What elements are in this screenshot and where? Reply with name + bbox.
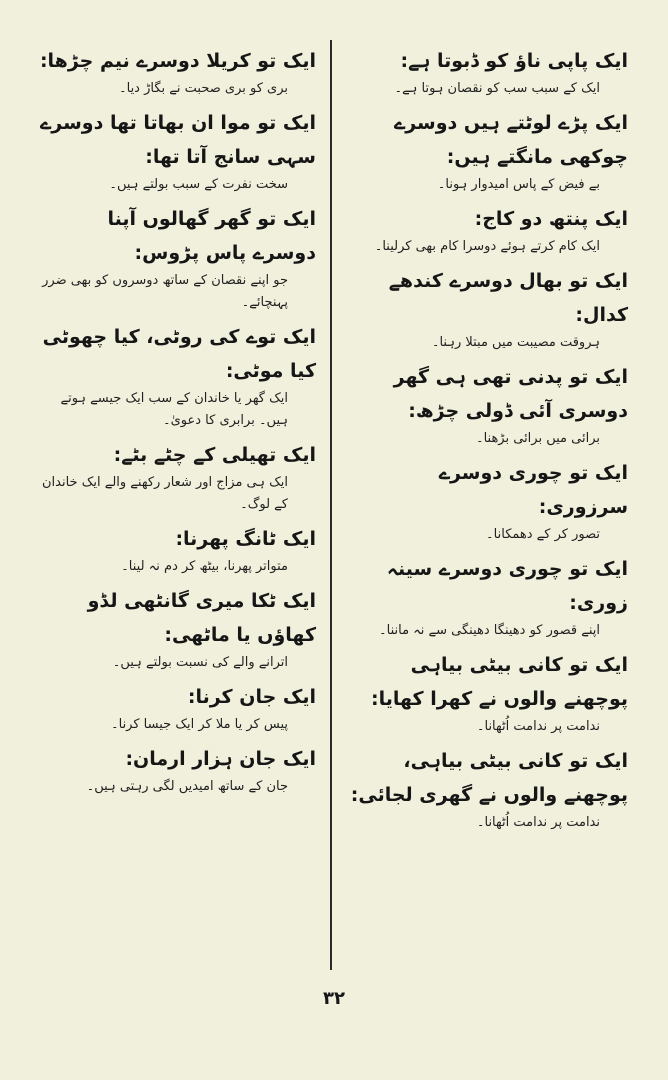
idiom-heading: ایک پاپی ناؤ کو ڈبوتا ہے: bbox=[400, 50, 628, 72]
left-column bbox=[38, 44, 316, 804]
idiom-meaning: جان کے ساتھ امیدیں لگی رہتی ہیں۔ bbox=[86, 779, 288, 794]
idiom-meaning: ہروقت مصیبت میں مبتلا رہنا۔ bbox=[431, 335, 600, 350]
idiom-heading: ایک تو بھال دوسرے کندھے کدال: bbox=[388, 270, 628, 326]
idiom-heading: ایک تو کانی بیٹی بیاہی پوچھنے والوں نے کھرا کھایا: bbox=[370, 654, 628, 710]
idiom-heading: ایک تو چوری دوسرے سینہ زوری: bbox=[386, 558, 628, 614]
entry bbox=[346, 106, 628, 196]
idiom-heading: ایک تو کریلا دوسرے نیم چڑھا: bbox=[39, 50, 316, 72]
idiom-heading: ایک پنتھ دو کاج: bbox=[474, 208, 628, 230]
idiom-meaning: ندامت پر ندامت اُٹھانا۔ bbox=[476, 815, 600, 830]
idiom-heading: ایک توے کی روٹی، کیا چھوٹی کیا موٹی: bbox=[42, 326, 316, 382]
entry bbox=[38, 584, 316, 674]
idiom-heading: ایک تو پدنی تھی ہی گھر دوسری آئی ڈولی چڑھ: bbox=[393, 366, 628, 422]
entry bbox=[38, 320, 316, 432]
idiom-heading: ایک تو موا ان بھاتا تھا دوسرے سہی سانج آتا تھا: bbox=[40, 112, 316, 168]
page-number: ۳۲ bbox=[323, 988, 345, 1009]
entry bbox=[346, 744, 628, 834]
idiom-heading: ایک ٹکا میری گانٹھی لڈو کھاؤں یا ماٹھی: bbox=[87, 590, 316, 646]
idiom-meaning: بری کو بری صحبت نے بگاڑ دیا۔ bbox=[118, 81, 288, 96]
idiom-meaning: تصور کر کے دھمکانا۔ bbox=[486, 527, 600, 542]
idiom-heading: ایک ٹانگ پھرنا: bbox=[175, 528, 316, 550]
idiom-heading: ایک تو گھر گھالوں آپنا دوسرے پاس پڑوس: bbox=[107, 208, 316, 264]
idiom-heading: ایک تو چوری دوسرے سرزوری: bbox=[438, 462, 628, 518]
idiom-heading: ایک جان کرنا: bbox=[187, 686, 316, 708]
idiom-meaning: ندامت پر ندامت اُٹھانا۔ bbox=[476, 719, 600, 734]
right-column bbox=[346, 44, 628, 840]
entry bbox=[346, 552, 628, 642]
idiom-meaning: اترانے والے کی نسبت بولتے ہیں۔ bbox=[112, 655, 288, 670]
idiom-meaning: ایک ہی مزاج اور شعار رکھنے والے ایک خاندان کے لوگ۔ bbox=[41, 475, 288, 512]
idiom-heading: ایک تو کانی بیٹی بیاہی، پوچھنے والوں نے گھری لجائی: bbox=[350, 750, 628, 806]
idiom-heading: ایک جان ہزار ارمان: bbox=[125, 748, 316, 770]
entry bbox=[346, 44, 628, 100]
column-divider bbox=[330, 40, 332, 970]
entry bbox=[346, 456, 628, 546]
idiom-meaning: متواتر پھرنا، بیٹھ کر دم نہ لینا۔ bbox=[121, 559, 288, 574]
entry bbox=[38, 202, 316, 314]
entry bbox=[38, 44, 316, 100]
idiom-meaning: ایک کے سبب سب کو نقصان ہوتا ہے۔ bbox=[394, 81, 600, 96]
idiom-meaning: اپنے قصور کو دھینگا دھینگی سے نہ ماننا۔ bbox=[378, 623, 600, 638]
entry bbox=[38, 680, 316, 736]
idiom-meaning: سخت نفرت کے سبب بولتے ہیں۔ bbox=[109, 177, 288, 192]
entry bbox=[346, 264, 628, 354]
idiom-meaning: بے فیض کے پاس امیدوار ہونا۔ bbox=[437, 177, 600, 192]
idiom-meaning: پیس کر یا ملا کر ایک جیسا کرنا۔ bbox=[110, 717, 288, 732]
entry bbox=[346, 360, 628, 450]
entry bbox=[346, 648, 628, 738]
idiom-heading: ایک پڑے لوٹتے ہیں دوسرے چوکھی مانگتے ہیں: bbox=[394, 112, 628, 168]
idiom-heading: ایک تھیلی کے چٹے بٹے: bbox=[113, 444, 316, 466]
idiom-meaning: برائی میں برائی بڑھنا۔ bbox=[475, 431, 600, 446]
idiom-meaning: ایک گھر یا خاندان کے سب ایک جیسے ہوتے ہیں۔ برابری کا دعویٰ۔ bbox=[60, 391, 288, 428]
entry bbox=[38, 106, 316, 196]
entry bbox=[38, 742, 316, 798]
entry bbox=[38, 522, 316, 578]
idiom-meaning: جو اپنے نقصان کے ساتھ دوسروں کو بھی ضرر پہنچائے۔ bbox=[42, 273, 288, 310]
entry bbox=[346, 202, 628, 258]
idiom-meaning: ایک کام کرتے ہوئے دوسرا کام بھی کرلینا۔ bbox=[374, 239, 600, 254]
entry bbox=[38, 438, 316, 516]
